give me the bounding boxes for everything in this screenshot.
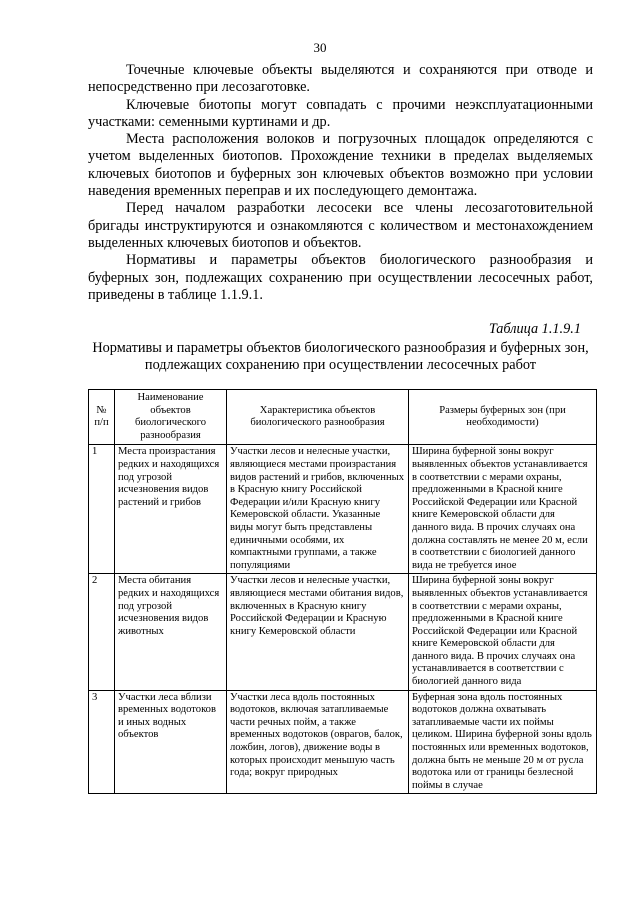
cell-object-name: Места обитания редких и находящихся под угрозой исчезновения видов животных (115, 574, 227, 690)
table-caption: Нормативы и параметры объектов биологического разнообразия и буферных зон, подлежащих сохранению при осуществлении лесосечных работ (92, 340, 589, 374)
paragraph: Места расположения волоков и погрузочных площадок определяются с учетом выделенных биотопов. Прохождение техники в пределах выделяемых ключевых биотопов и буферных зон ключевых объектов возможно при условии наведения временных переправ и их последующего демонтажа. (88, 131, 593, 200)
header-buffer-size: Размеры буферных зон (при необходимости) (409, 390, 597, 445)
header-object-name: Наименование объектов биологического разнообразия (115, 390, 227, 445)
paragraph: Перед началом разработки лесосеки все члены лесозаготовительной бригады инструктируются и ознакомляются с количеством и местонахождением выделенных ключевых биотопов и объектов. (88, 200, 593, 251)
paragraph: Ключевые биотопы могут совпадать с прочими неэксплуатационными участками: семенными куртинами и др. (88, 96, 593, 130)
table-label: Таблица 1.1.9.1 (488, 321, 581, 337)
cell-number: 2 (89, 574, 115, 690)
paragraph: Нормативы и параметры объектов биологического разнообразия и буферных зон, подлежащих сохранению при осуществлении лесосечных работ, приведены в таблице 1.1.9.1. (88, 252, 593, 303)
cell-characteristic: Участки лесов и нелесные участки, являющиеся местами обитания видов, включенных в Красную книгу Российской Федерации и Красную книгу Кемеровской области (227, 574, 409, 690)
cell-number: 3 (89, 690, 115, 794)
data-table (88, 389, 597, 794)
cell-number: 1 (89, 445, 115, 574)
table-header-row (89, 390, 597, 445)
cell-object-name: Места произрастания редких и находящихся под угрозой исчезновения видов растений и грибов (115, 445, 227, 574)
page-number: 30 (313, 40, 327, 55)
cell-characteristic: Участки лесов и нелесные участки, являющиеся местами произрастания видов растений и грибов, включенных в Красную книгу Российской Федерации и/или Красную книгу Кемеровской области. Указанные виды могут быть представлены единичными особями, их компактными группами, а также популяциями (227, 445, 409, 574)
paragraph: Точечные ключевые объекты выделяются и сохраняются при отводе и непосредственно при лесозаготовке. (88, 62, 593, 96)
cell-buffer-size: Ширина буферной зоны вокруг выявленных объектов устанавливается в соответствии с мерами охраны, предложенными в Красной книге Российской Федерации или Красной книге Кемеровской области для данного вида. В прочих случаях она устанавливается в соответствии с биологией данного вида (409, 574, 597, 690)
cell-buffer-size: Ширина буферной зоны вокруг выявленных объектов устанавливается в соответствии с мерами охраны, предложенными в Красной книге Российской Федерации или Красной книге Кемеровской области для данного вида. В прочих случаях она должна составлять не менее 20 м, если в соответствии с биологией данного вида не требуется иное (409, 445, 597, 574)
body-text (88, 62, 593, 304)
cell-object-name: Участки леса вблизи временных водотоков и иных водных объектов (115, 690, 227, 794)
cell-buffer-size: Буферная зона вдоль постоянных водотоков должна охватывать затапливаемые части их поймы целиком. Ширина буферной зоны вдоль постоянных или временных водотоков, должна быть не меньше 20 м от русла водотока или от границы безлесной поймы в случае (409, 690, 597, 794)
header-characteristic: Характеристика объектов биологического разнообразия (227, 390, 409, 445)
header-number: № п/п (89, 390, 115, 445)
table-row (89, 574, 597, 690)
table-row (89, 690, 597, 794)
cell-characteristic: Участки леса вдоль постоянных водотоков, включая затапливаемые части речных пойм, а также временных водотоков (оврагов, балок, ложбин, логов), движение воды в которых происходит меньшую часть года; вокруг природных (227, 690, 409, 794)
table-row (89, 445, 597, 574)
